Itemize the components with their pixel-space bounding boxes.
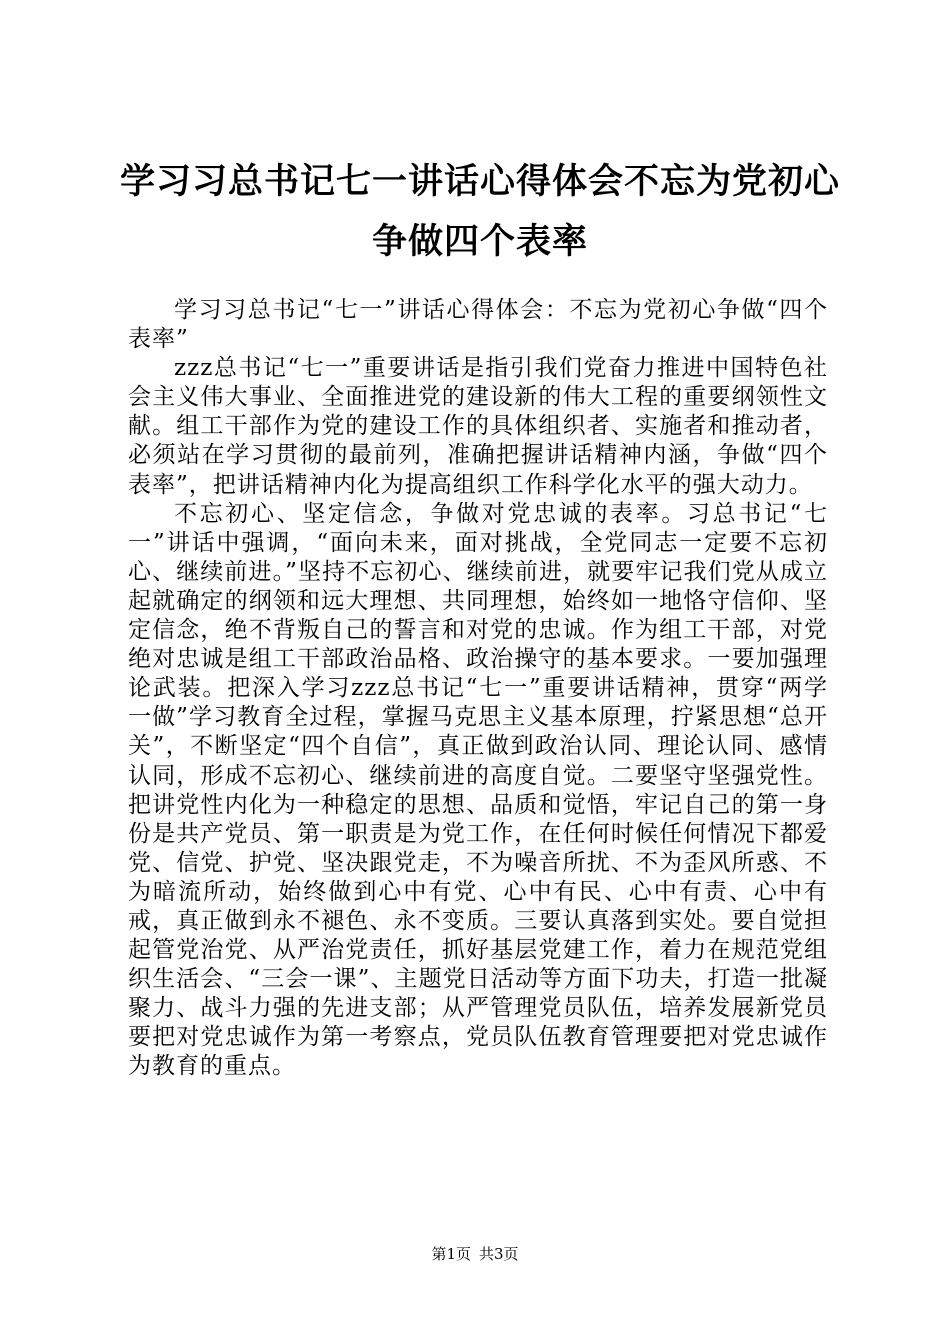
page-number: 第1页 — [431, 1245, 471, 1263]
document-body — [128, 296, 828, 1082]
page-total: 共3页 — [479, 1245, 519, 1263]
paragraph-loyalty: 不忘初心、坚定信念，争做对党忠诚的表率。习总书记“七一”讲话中强调，“面向未来，面对挑战，全党同志一定要不忘初心、继续前进。”坚持不忘初心、继续前进，就要牢记我们党从成立起就确定的纲领和远大理想、共同理想，始终如一地恪守信仰、坚定信念，绝不背叛自己的誓言和对党的忠诚。作为组工干部，对党绝对忠诚是组工干部政治品格、政治操守的基本要求。一要加强理论武装。把深入学习zzz总书记“七一”重要讲话精神，贯穿“两学一做”学习教育全过程，掌握马克思主义基本原理，拧紧思想“总开关”，不断坚定“四个自信”，真正做到政治认同、理论认同、感情认同，形成不忘初心、继续前进的高度自觉。二要坚守坚强党性。把讲党性内化为一种稳定的思想、品质和觉悟，牢记自己的第一身份是共产党员、第一职责是为党工作，在任何时候任何情况下都爱党、信党、护党、坚决跟党走，不为噪音所扰、不为歪风所惑、不为暗流所动，始终做到心中有党、心中有民、心中有责、心中有戒，真正做到永不褪色、永不变质。三要认真落到实处。要自觉担起管党治党、从严治党责任，抓好基层党建工作，着力在规范党组织生活会、“三会一课”、主题党日活动等方面下功夫，打造一批凝聚力、战斗力强的先进支部；从严管理党员队伍，培养发展新党员要把对党忠诚作为第一考察点，党员队伍教育管理要把对党忠诚作为教育的重点。 — [128, 500, 828, 1080]
paragraph-subtitle: 学习习总书记“七一”讲话心得体会：不忘为党初心争做“四个表率” — [128, 297, 828, 353]
document-title-line-2: 争做四个表率 — [371, 221, 588, 262]
document-title-line-1: 学习习总书记七一讲话心得体会不忘为党初心 — [119, 161, 840, 202]
paragraph-intro: zzz总书记“七一”重要讲话是指引我们党奋力推进中国特色社会主义伟大事业、全面推进党的建设新的伟大工程的重要纲领性文献。组工干部作为党的建设工作的具体组织者、实施者和推动者，必须站在学习贯彻的最前列，准确把握讲话精神内涵，争做“四个表率”，把讲话精神内化为提高组织工作科学化水平的强大动力。 — [128, 355, 828, 498]
page-footer — [0, 1244, 950, 1264]
